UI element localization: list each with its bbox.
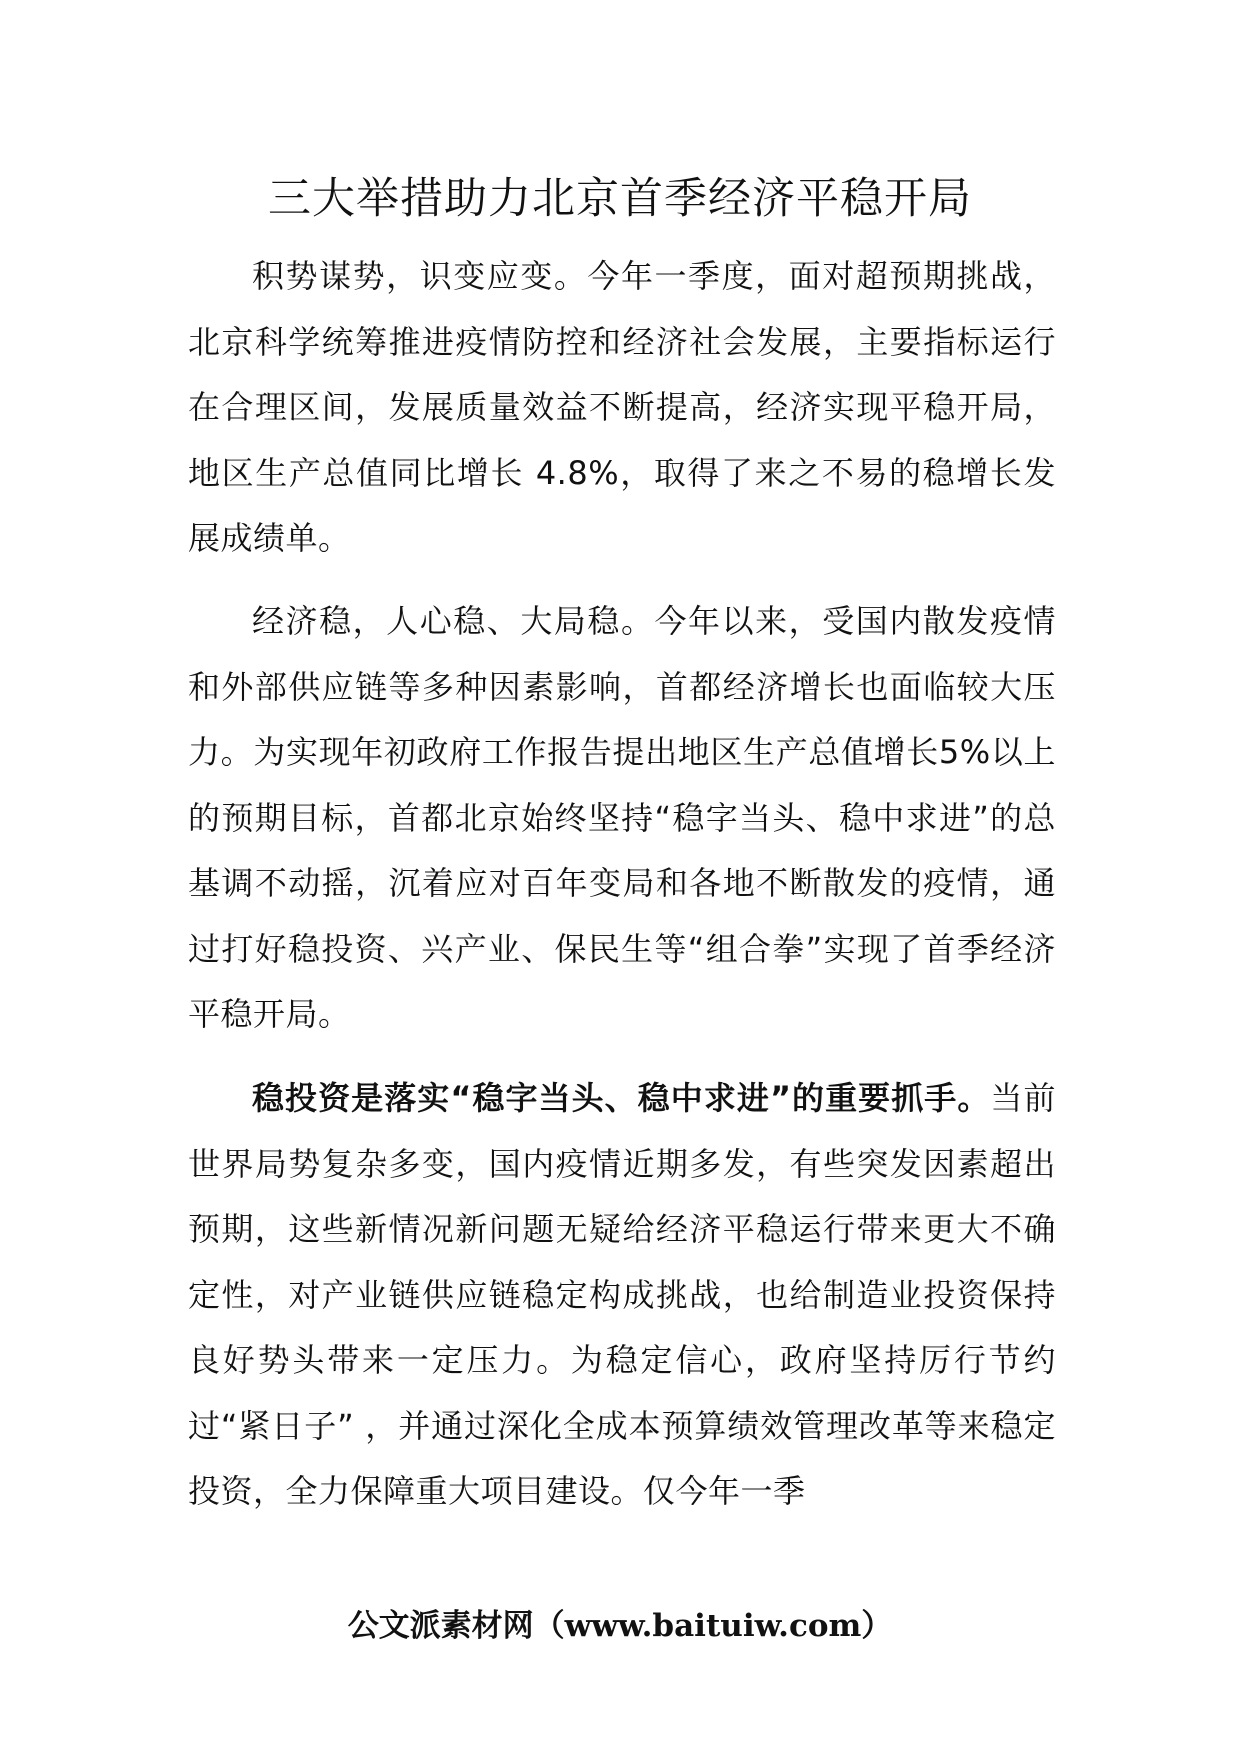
- paragraph-3-lead: 稳投资是落实“稳字当头、稳中求进”的重要抓手。: [252, 1079, 991, 1117]
- paragraph-3: [188, 1066, 1056, 1525]
- document-title: 三大举措助力北京首季经济平稳开局: [268, 174, 972, 224]
- paragraph-1: [188, 244, 1056, 572]
- paragraph-2-text: 经济稳，人心稳、大局稳。今年以来，受国内散发疫情和外部供应链等多种因素影响，首都经济增长也面临较大压力。为实现年初政府工作报告提出地区生产总值增长5%以上的预期目标，首都北京始终坚持“稳字当头、稳中求进”的总基调不动摇，沉着应对百年变局和各地不断散发的疫情，通过打好稳投资、兴产业、保民生等“组合拳”实现了首季经济平稳开局。: [188, 602, 1056, 1033]
- paragraph-1-text: 积势谋势，识变应变。今年一季度，面对超预期挑战，北京科学统筹推进疫情防控和经济社会发展，主要指标运行在合理区间，发展质量效益不断提高，经济实现平稳开局，地区生产总值同比增长 4.8%，取得了来之不易的稳增长发展成绩单。: [188, 257, 1056, 557]
- paragraph-2: [188, 589, 1056, 1048]
- footer-watermark: 公文派素材网（www.baituiw.com）: [347, 1608, 893, 1644]
- paragraph-3-text: 当前世界局势复杂多变，国内疫情近期多发，有些突发因素超出预期，这些新情况新问题无疑给经济平稳运行带来更大不确定性，对产业链供应链稳定构成挑战，也给制造业投资保持良好势头带来一定压力。为稳定信心，政府坚持厉行节约过“紧日子” ，并通过深化全成本预算绩效管理改革等来稳定投资，全力保障重大项目建设。仅今年一季: [188, 1079, 1056, 1510]
